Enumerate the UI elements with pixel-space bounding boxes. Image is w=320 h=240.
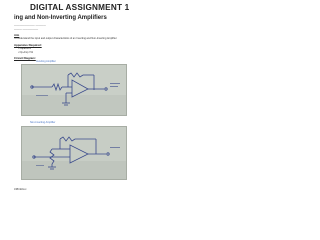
footer-text: 19BCE0xxx [14, 188, 27, 191]
figure-1-caption: Inverting Amplifier [36, 60, 56, 63]
aim-text: To understand the input and output characteristics of an Inverting and Non-Inverting Amplifier [14, 37, 117, 40]
apparatus-item-2-text: Op-Amp 741 [19, 51, 34, 54]
non-inverting-amplifier-sketch [22, 127, 127, 180]
non-inverting-amplifier-photo [21, 126, 127, 180]
meta-line-2: ——— —————— [14, 28, 39, 31]
apparatus-item-2: • Op-Amp 741 [18, 51, 34, 54]
document-page [0, 0, 149, 198]
document-subtitle: ing and Non-Inverting Amplifiers [14, 15, 107, 21]
inverting-amplifier-sketch [22, 65, 127, 116]
inverting-amplifier-photo [21, 64, 127, 116]
aim-label: Aim [14, 33, 20, 37]
figure-2-caption: Non-Inverting Amplifier [30, 121, 56, 124]
circuit-diagram-label: Circuit Diagram: [14, 56, 36, 60]
meta-line-1: ———————— ———— [14, 24, 46, 27]
document-title: DIGITAL ASSIGNMENT 1 [30, 3, 130, 12]
apparatus-label: Apparatus Required: [14, 43, 42, 47]
apparatus-item-1-text: Capacitors [19, 47, 31, 50]
apparatus-item-1: • Capacitors [18, 47, 31, 50]
